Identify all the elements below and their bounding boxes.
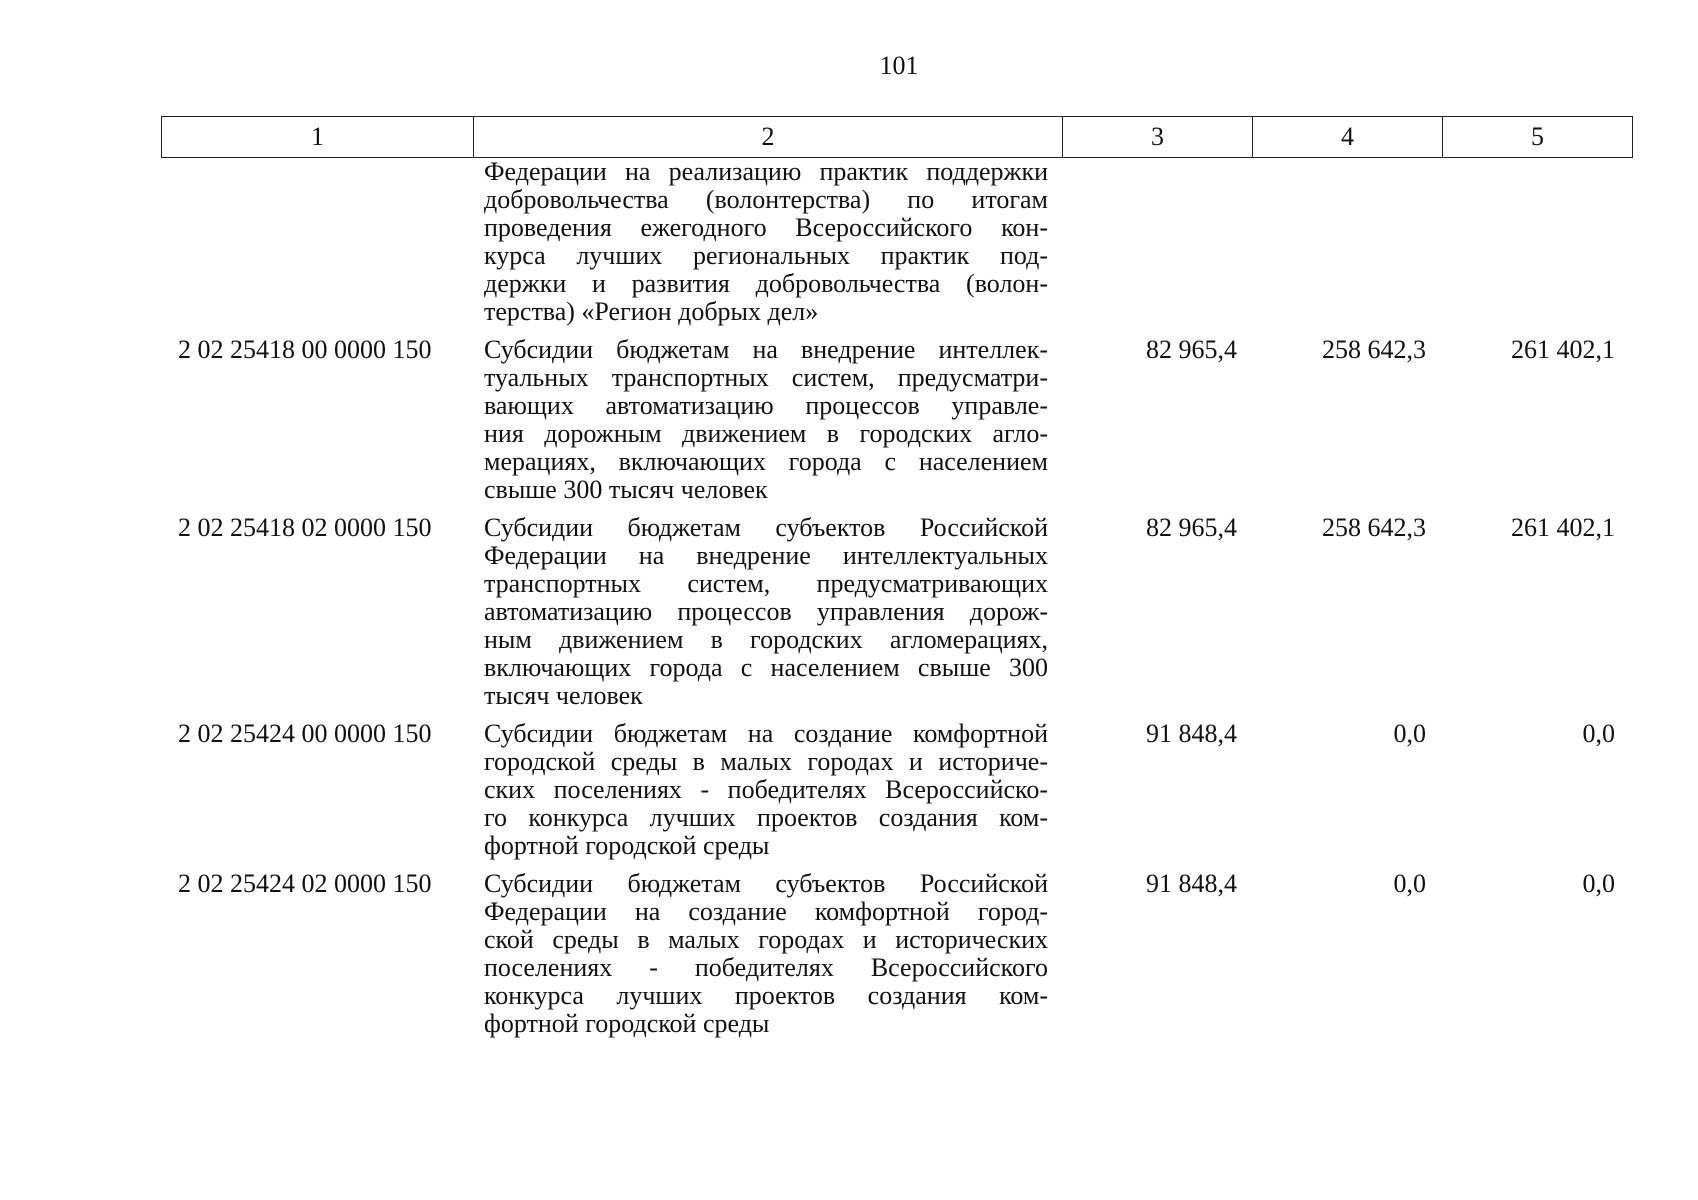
description-line: конкурса лучших проектов создания ком- xyxy=(484,982,1048,1010)
description-line: ских поселениях - победителях Всероссийско- xyxy=(484,776,1048,804)
budget-code: 2 02 25418 00 0000 150 xyxy=(178,335,432,364)
revenue-description xyxy=(472,720,1060,860)
budget-code: 2 02 25418 02 0000 150 xyxy=(178,513,432,542)
table-row xyxy=(161,514,1631,710)
description-line: автоматизацию процессов управления дорож- xyxy=(484,598,1048,626)
revenue-description xyxy=(472,336,1060,504)
amount-col-3: 91 848,4 xyxy=(1146,719,1237,748)
description-line: Субсидии бюджетам субъектов Российской xyxy=(484,514,1048,542)
header-col-4: 4 xyxy=(1253,117,1443,158)
budget-code: 2 02 25424 02 0000 150 xyxy=(178,869,432,898)
description-line: фортной городской среды xyxy=(484,832,770,860)
amount-col-5: 261 402,1 xyxy=(1511,335,1615,364)
table-row xyxy=(161,336,1631,504)
amount-col-4: 0,0 xyxy=(1393,869,1426,898)
header-col-5: 5 xyxy=(1443,117,1633,158)
description-line: Федерации на создание комфортной город- xyxy=(484,898,1048,926)
description-line: туальных транспортных систем, предусматри- xyxy=(484,364,1048,392)
description-line: терства) «Регион добрых дел» xyxy=(484,298,819,326)
header-col-2: 2 xyxy=(474,117,1063,158)
revenue-description xyxy=(472,158,1060,326)
description-line: ния дорожным движением в городских агло- xyxy=(484,420,1048,448)
table-header xyxy=(161,116,1633,158)
description-line: включающих города с населением свыше 300 xyxy=(484,654,1048,682)
description-line: ской среды в малых городах и исторических xyxy=(484,926,1048,954)
amount-col-3: 91 848,4 xyxy=(1146,869,1237,898)
revenue-description xyxy=(472,514,1060,710)
description-line: поселениях - победителях Всероссийского xyxy=(484,954,1048,982)
description-line: держки и развития добровольчества (волон- xyxy=(484,270,1048,298)
amount-col-4: 258 642,3 xyxy=(1322,513,1426,542)
description-line: Субсидии бюджетам на внедрение интеллек- xyxy=(484,336,1048,364)
amount-col-3: 82 965,4 xyxy=(1146,513,1237,542)
amount-col-5: 0,0 xyxy=(1582,719,1615,748)
table-body xyxy=(161,158,1631,1038)
description-line: Субсидии бюджетам на создание комфортной xyxy=(484,720,1048,748)
description-line: транспортных систем, предусматривающих xyxy=(484,570,1048,598)
table-row xyxy=(161,720,1631,860)
description-line: свыше 300 тысяч человек xyxy=(484,476,768,504)
table-row xyxy=(161,870,1631,1038)
description-line: тысяч человек xyxy=(484,682,643,710)
description-line: городской среды в малых городах и историче- xyxy=(484,748,1048,776)
header-col-1: 1 xyxy=(162,117,474,158)
amount-col-5: 261 402,1 xyxy=(1511,513,1615,542)
table-row xyxy=(161,158,1631,326)
amount-col-4: 258 642,3 xyxy=(1322,335,1426,364)
description-line: мерациях, включающих города с населением xyxy=(484,448,1048,476)
description-line: го конкурса лучших проектов создания ком- xyxy=(484,804,1048,832)
description-line: Субсидии бюджетам субъектов Российской xyxy=(484,870,1048,898)
description-line: добровольчества (волонтерства) по итогам xyxy=(484,186,1048,214)
amount-col-3: 82 965,4 xyxy=(1146,335,1237,364)
description-line: вающих автоматизацию процессов управле- xyxy=(484,392,1048,420)
description-line: проведения ежегодного Всероссийского кон- xyxy=(484,214,1048,242)
budget-code: 2 02 25424 00 0000 150 xyxy=(178,719,432,748)
amount-col-5: 0,0 xyxy=(1582,869,1615,898)
description-line: курса лучших региональных практик под- xyxy=(484,242,1048,270)
description-line: ным движением в городских агломерациях, xyxy=(484,626,1048,654)
description-line: фортной городской среды xyxy=(484,1010,770,1038)
header-col-3: 3 xyxy=(1063,117,1253,158)
revenue-description xyxy=(472,870,1060,1038)
description-line: Федерации на внедрение интеллектуальных xyxy=(484,542,1048,570)
description-line: Федерации на реализацию практик поддержки xyxy=(484,158,1048,186)
page-number: 101 xyxy=(879,51,919,80)
amount-col-4: 0,0 xyxy=(1393,719,1426,748)
